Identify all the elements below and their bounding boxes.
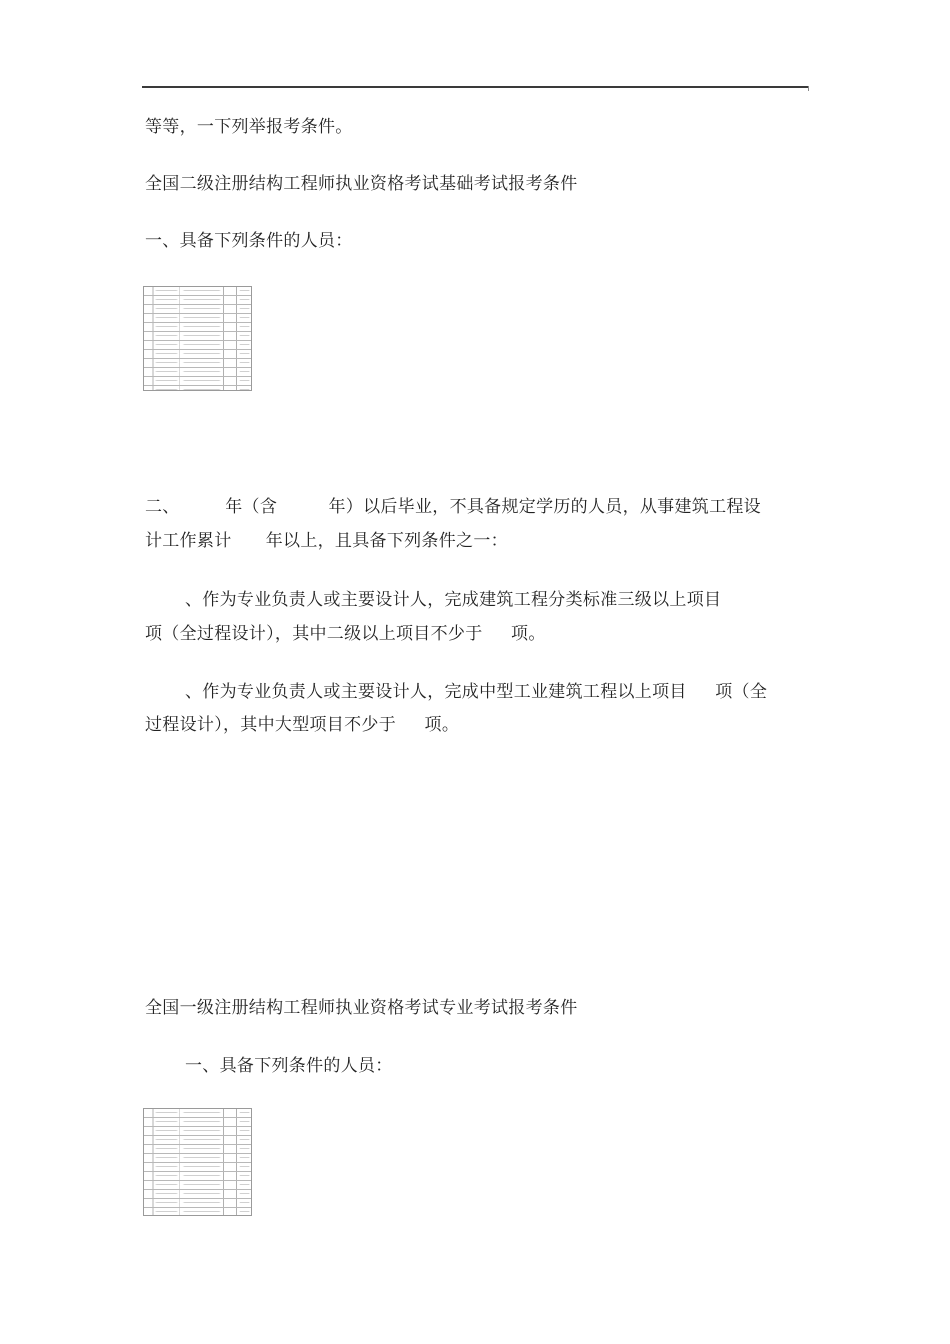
requirements-table-thumbnail-2 [143, 1108, 252, 1216]
paragraph-two-line1: 二、 年（含 年）以后毕业，不具备规定学历的人员，从事建筑工程设 [145, 497, 761, 517]
table-text-lines [144, 1109, 251, 1215]
header-rule [142, 86, 808, 88]
condition-heading: 一、具备下列条件的人员： [145, 231, 353, 251]
paragraph-two-line2: 计工作累计 年以上，且具备下列条件之一： [145, 531, 508, 551]
condition-heading-2: 一、具备下列条件的人员： [185, 1056, 393, 1076]
item-one-line1: 、作为专业负责人或主要设计人，完成建筑工程分类标准三级以上项目 [185, 590, 722, 610]
section-heading-level1: 全国一级注册结构工程师执业资格考试专业考试报考条件 [145, 998, 578, 1018]
section-heading-level2: 全国二级注册结构工程师执业资格考试基础考试报考条件 [145, 174, 578, 194]
item-two-line2: 过程设计），其中大型项目不少于 项。 [145, 715, 460, 735]
item-one-line2: 项（全过程设计），其中二级以上项目不少于 项。 [145, 624, 546, 644]
item-two-line1: 、作为专业负责人或主要设计人，完成中型工业建筑工程以上项目 项（全 [185, 682, 768, 702]
table-text-lines [144, 287, 251, 390]
requirements-table-thumbnail [143, 286, 252, 391]
header-rule-tick [808, 86, 809, 91]
intro-text: 等等，一下列举报考条件。 [145, 117, 353, 137]
